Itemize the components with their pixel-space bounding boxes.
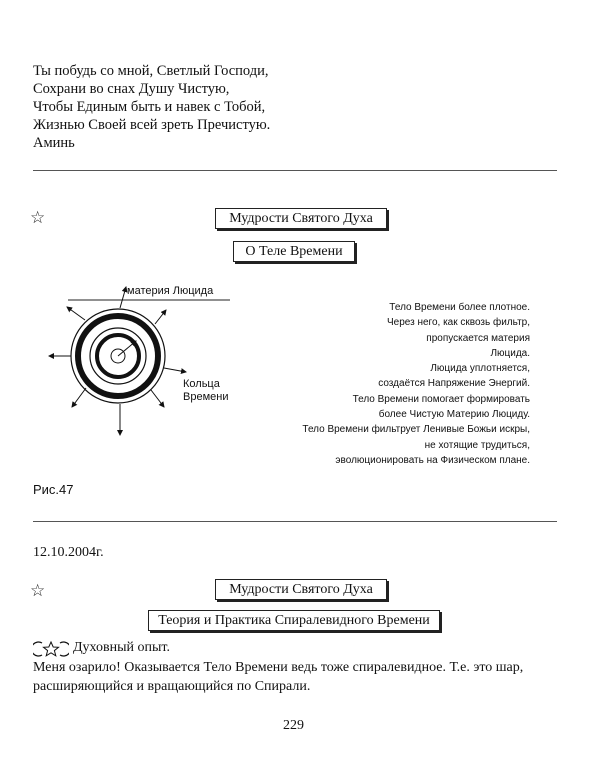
page-number: 229 <box>283 718 304 733</box>
description-line: более Чистую Материю Люциду. <box>378 409 530 421</box>
poem-line: Сохрани во снах Душу Чистую, <box>33 81 230 97</box>
matter-label: материя Люцида <box>127 285 214 297</box>
description-line: Тело Времени фильтрует Ленивые Божьи искры, <box>302 424 530 436</box>
description-line: пропускается материя <box>426 332 530 344</box>
divider <box>33 521 557 522</box>
description-line: Через него, как сквозь фильтр, <box>386 317 530 329</box>
experience-text <box>33 658 557 696</box>
entry-date: 12.10.2004г. <box>33 545 104 560</box>
star-icon: ☆ <box>30 581 46 601</box>
section-heading: Мудрости Святого Духа <box>215 579 387 600</box>
time-body-diagram <box>40 280 260 440</box>
figure-caption: Рис.47 <box>33 482 74 497</box>
star-icon: ☆ <box>30 208 46 228</box>
description-line: создаётся Напряжение Энергий. <box>378 378 530 390</box>
experience-text-line: Меня озарило! Оказывается Тело Времени ведь тоже спиралевидное. Т.е. это шар, <box>33 660 524 675</box>
section-subheading: Теория и Практика Спиралевидного Времени <box>148 610 440 631</box>
section-subheading: О Теле Времени <box>233 241 355 262</box>
rings-label <box>183 378 228 404</box>
poem-line: Ты побудь со мной, Светлый Господи, <box>33 63 269 79</box>
divider <box>33 170 557 171</box>
description-line: Тело Времени более плотное. <box>389 302 530 313</box>
description-line: не хотящие трудиться, <box>424 439 530 451</box>
poem-line: Чтобы Единым быть и навек с Тобой, <box>33 99 266 115</box>
description-line: Люцида. <box>490 347 530 359</box>
poem-line: Аминь <box>33 135 75 151</box>
figure-description <box>250 300 530 468</box>
section-heading: Мудрости Святого Духа <box>215 208 387 229</box>
rings-label-line: Времени <box>183 391 229 403</box>
description-line: Люцида уплотняется, <box>430 363 530 375</box>
experience-title: Духовный опыт. <box>73 640 170 655</box>
description-line: Тело Времени помогает формировать <box>352 393 530 405</box>
experience-text-line: расширяющийся и вращающийся по Спирали. <box>33 679 311 694</box>
poem-line: Жизнью Своей всей зреть Пречистую. <box>33 117 271 133</box>
spiritual-experience-icon <box>33 640 69 658</box>
poem <box>33 62 270 152</box>
description-line: эволюционировать на Физическом плане. <box>335 454 530 466</box>
rings-label-line: Кольца <box>183 378 220 390</box>
